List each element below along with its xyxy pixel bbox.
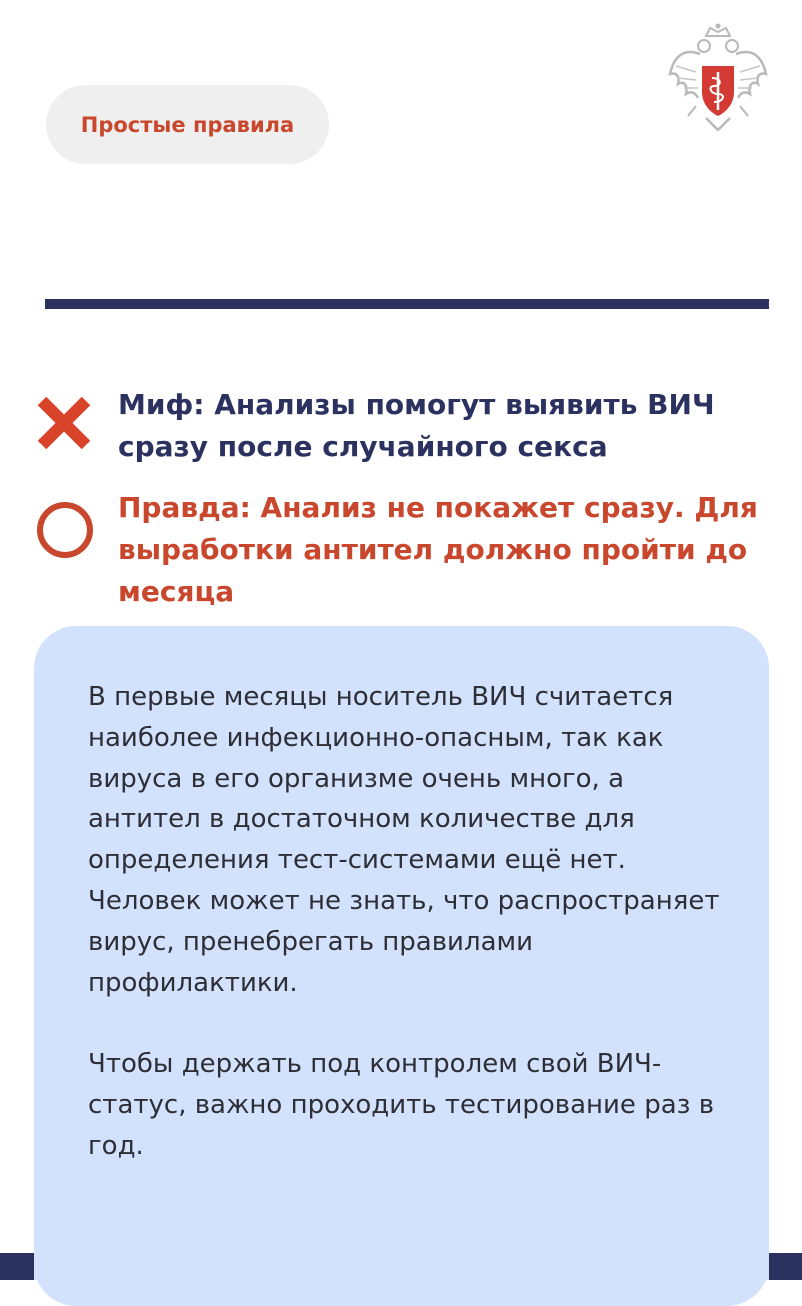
info-paragraph-1: В первые месяцы носитель ВИЧ считается наиболее инфекционно-опасным, так как вируса в его организме очень много, а антител в достаточном количестве для определения тест-системами ещё нет. Человек может не знать, что распространяет вирус, пренебрегать правилами профилактики. [88, 682, 720, 998]
info-card-text [88, 677, 738, 1167]
section-tag-label: Простые правила [80, 112, 295, 137]
truth-text: Правда: Анализ не покажет сразу. Для выработки антител должно пройти до месяца [118, 491, 758, 608]
circle-icon [36, 501, 94, 559]
section-divider [45, 299, 769, 309]
cross-icon [34, 393, 94, 453]
footer-card-overlap [34, 1253, 769, 1280]
section-tag [46, 85, 329, 164]
info-paragraph-2: Чтобы держать под контролем свой ВИЧ-статус, важно проходить тестирование раз в год. [88, 1049, 715, 1161]
myth-text: Миф: Анализы помогут выявить ВИЧ сразу после случайного секса [118, 388, 715, 463]
coat-of-arms-emblem-icon [666, 22, 770, 134]
